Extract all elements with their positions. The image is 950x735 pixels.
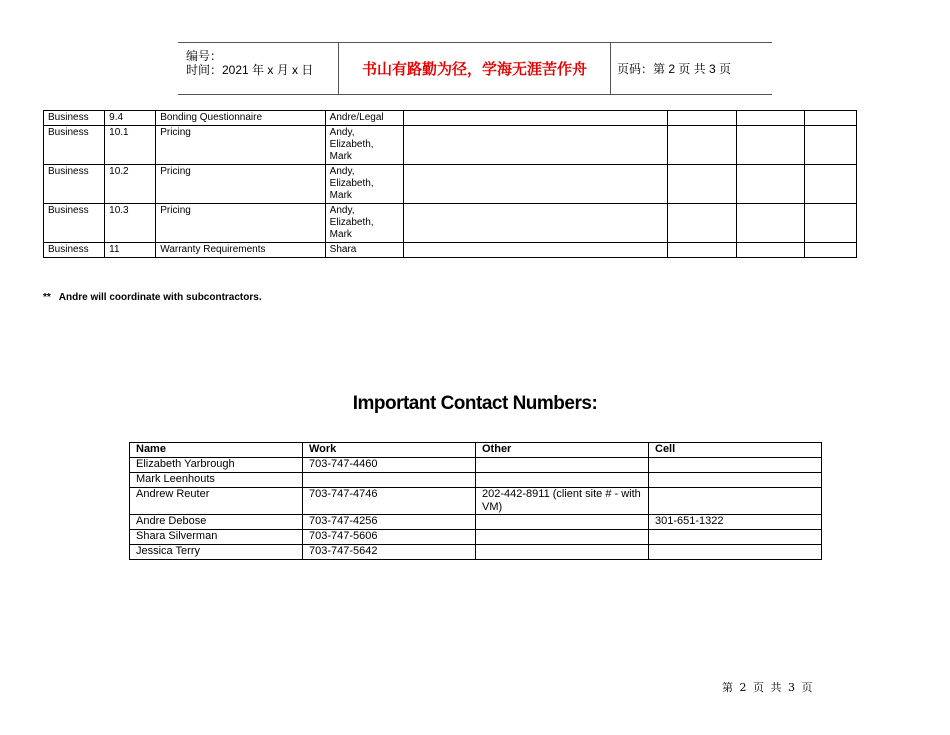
task-empty-cell	[736, 126, 804, 165]
contacts-header-name: Name	[130, 443, 303, 458]
contact-work-cell: 703-747-5606	[303, 530, 476, 545]
time-label: 时间：2021 年 x 月 x 日	[186, 63, 314, 77]
task-empty-cell	[667, 243, 736, 258]
contact-other-cell	[476, 515, 649, 530]
contact-cell-cell	[649, 488, 822, 515]
page-header	[178, 42, 772, 95]
contact-row	[130, 515, 822, 530]
task-table	[43, 110, 857, 258]
task-empty-cell	[804, 243, 856, 258]
task-name-cell: Bonding Questionnaire	[156, 111, 325, 126]
contacts-header-cell: Cell	[649, 443, 822, 458]
task-owner-line: Mark	[329, 229, 352, 240]
task-empty-cell	[736, 111, 804, 126]
task-empty-cell	[667, 111, 736, 126]
task-name-cell: Pricing	[156, 165, 325, 204]
contact-name-cell: Andre Debose	[130, 515, 303, 530]
task-name-cell: Warranty Requirements	[156, 243, 325, 258]
contact-cell-cell: 301-651-1322	[649, 515, 822, 530]
task-name-cell: Pricing	[156, 126, 325, 165]
task-area-cell: Business	[44, 165, 105, 204]
task-owner-line: Elizabeth,	[329, 139, 374, 150]
task-owner-line: Shara	[329, 244, 357, 255]
task-owner-line: Mark	[329, 190, 352, 201]
task-empty-cell	[804, 111, 856, 126]
contact-work-cell: 703-747-4460	[303, 458, 476, 473]
contact-row	[130, 473, 822, 488]
task-id-cell: 10.1	[105, 126, 156, 165]
page-footer: 第 2 页 共 3 页	[722, 681, 813, 694]
task-owner-line: Mark	[329, 151, 352, 162]
contact-other-cell	[476, 458, 649, 473]
contact-name-cell: Shara Silverman	[130, 530, 303, 545]
task-area-cell: Business	[44, 204, 105, 243]
number-label: 编号：	[186, 49, 223, 63]
footnote	[43, 292, 262, 303]
task-empty-cell	[403, 165, 667, 204]
header-page-cell	[609, 43, 772, 94]
task-owner-cell	[325, 126, 403, 165]
task-area-cell: Business	[44, 111, 105, 126]
task-row	[44, 111, 857, 126]
task-empty-cell	[667, 204, 736, 243]
header-motto: 书山有路勤为径，学海无涯苦作舟	[361, 60, 587, 78]
contact-work-cell: 703-747-5642	[303, 545, 476, 560]
task-row	[44, 126, 857, 165]
task-empty-cell	[667, 126, 736, 165]
contact-row	[130, 488, 822, 515]
task-id-cell: 10.3	[105, 204, 156, 243]
task-id-cell: 9.4	[105, 111, 156, 126]
task-owner-cell	[325, 165, 403, 204]
task-owner-line: Andy,	[329, 205, 355, 216]
task-owner-line: Andy,	[329, 127, 355, 138]
contact-row	[130, 458, 822, 473]
header-page-label: 页码：第 2 页 共 3 页	[617, 62, 732, 76]
task-owner-line: Elizabeth,	[329, 178, 374, 189]
contacts-table	[129, 442, 822, 560]
task-empty-cell	[736, 165, 804, 204]
task-row	[44, 165, 857, 204]
header-motto-cell	[338, 43, 611, 94]
task-empty-cell	[403, 126, 667, 165]
task-empty-cell	[403, 204, 667, 243]
task-table-body	[44, 111, 857, 258]
header-meta	[178, 43, 338, 94]
task-area-cell: Business	[44, 126, 105, 165]
contact-name-cell: Andrew Reuter	[130, 488, 303, 515]
task-owner-cell	[325, 204, 403, 243]
task-empty-cell	[804, 126, 856, 165]
contacts-header-other: Other	[476, 443, 649, 458]
task-empty-cell	[667, 165, 736, 204]
task-owner-line: Elizabeth,	[329, 217, 374, 228]
contact-name-cell: Elizabeth Yarbrough	[130, 458, 303, 473]
task-empty-cell	[804, 165, 856, 204]
task-id-cell: 10.2	[105, 165, 156, 204]
contact-cell-cell	[649, 530, 822, 545]
task-owner-line: Andre/Legal	[329, 112, 384, 123]
task-empty-cell	[403, 243, 667, 258]
contacts-table-body	[130, 458, 822, 560]
task-row	[44, 243, 857, 258]
task-owner-cell	[325, 111, 403, 126]
contact-work-cell: 703-747-4256	[303, 515, 476, 530]
contacts-title: Important Contact Numbers:	[352, 393, 598, 414]
task-owner-line: Andy,	[329, 166, 355, 177]
task-row	[44, 204, 857, 243]
task-empty-cell	[403, 111, 667, 126]
footnote-stars: **	[43, 292, 51, 303]
contact-row	[130, 545, 822, 560]
contact-work-cell	[303, 473, 476, 488]
contact-cell-cell	[649, 458, 822, 473]
task-empty-cell	[736, 243, 804, 258]
contact-other-cell	[476, 545, 649, 560]
contact-work-cell: 703-747-4746	[303, 488, 476, 515]
contacts-header-row	[130, 443, 822, 458]
task-name-cell: Pricing	[156, 204, 325, 243]
contact-other-cell	[476, 473, 649, 488]
contact-cell-cell	[649, 473, 822, 488]
footnote-text: Andre will coordinate with subcontractors.	[58, 292, 262, 303]
task-area-cell: Business	[44, 243, 105, 258]
contact-row	[130, 530, 822, 545]
task-empty-cell	[804, 204, 856, 243]
contact-other-cell: 202-442-8911 (client site # - with VM)	[476, 488, 649, 515]
task-id-cell: 11	[105, 243, 156, 258]
contact-other-cell	[476, 530, 649, 545]
contact-name-cell: Jessica Terry	[130, 545, 303, 560]
contact-name-cell: Mark Leenhouts	[130, 473, 303, 488]
task-empty-cell	[736, 204, 804, 243]
contacts-header-work: Work	[303, 443, 476, 458]
task-owner-cell	[325, 243, 403, 258]
contact-cell-cell	[649, 545, 822, 560]
